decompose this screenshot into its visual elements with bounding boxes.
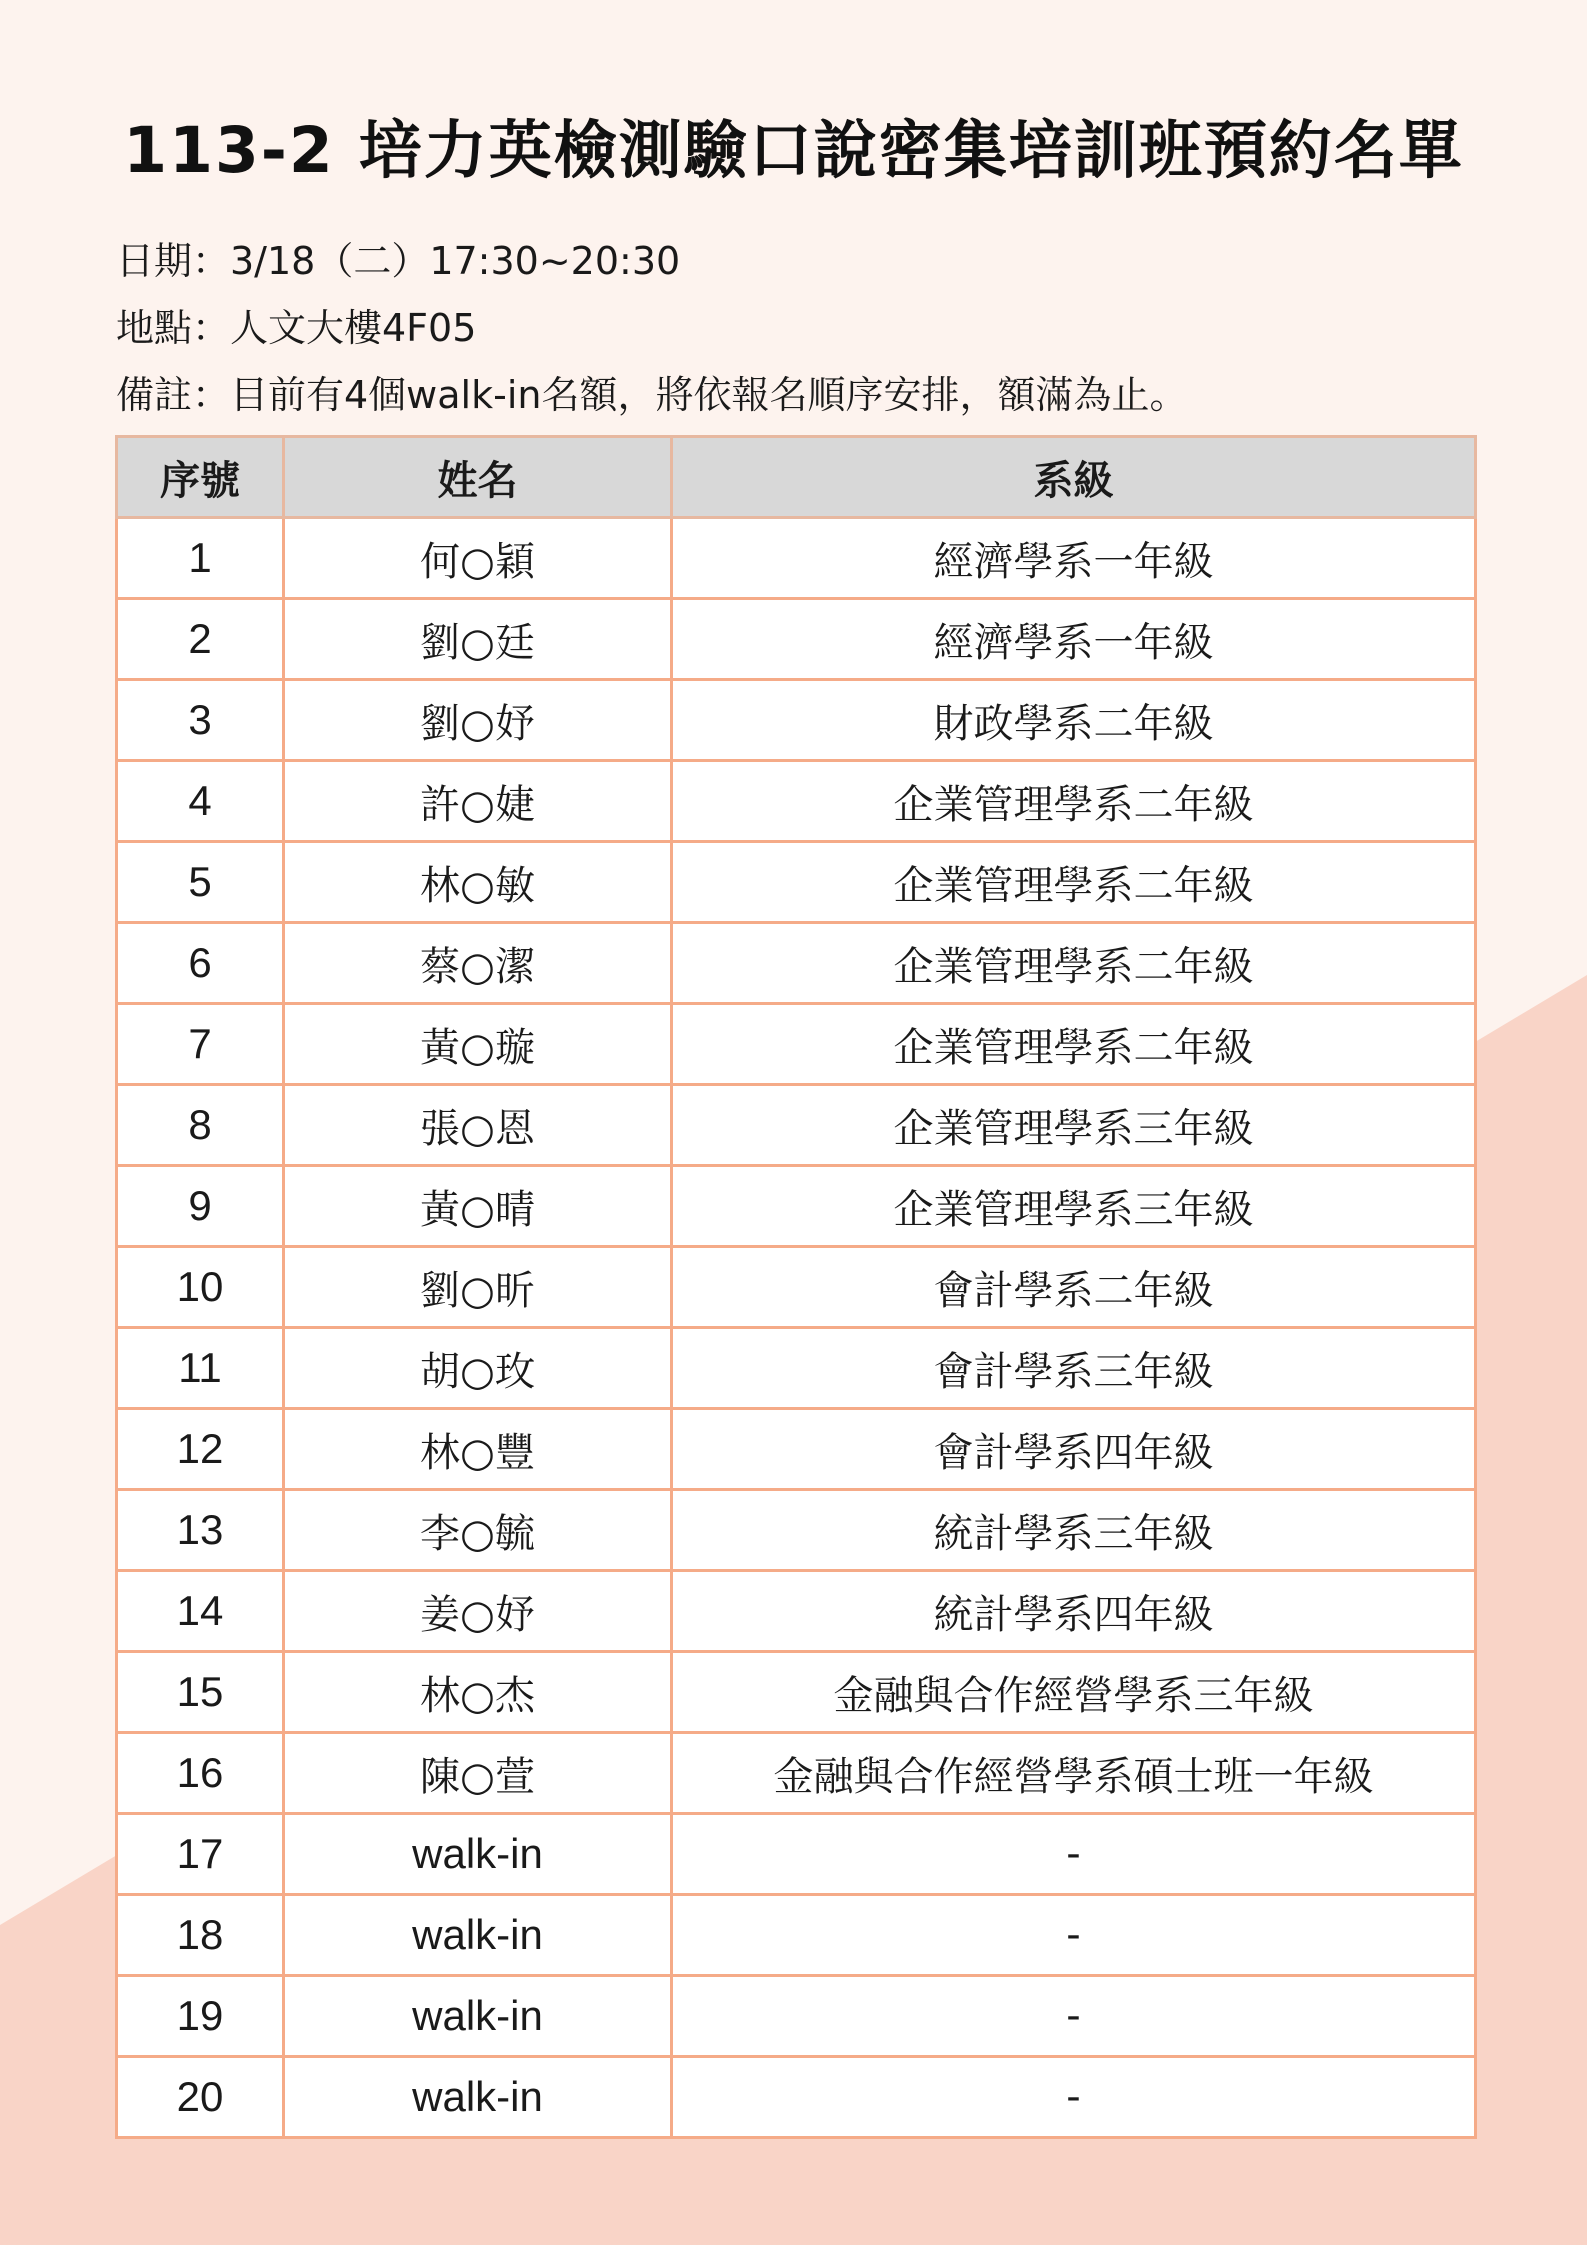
row-name: 黃○璇 bbox=[284, 1004, 672, 1085]
row-department: 經濟學系一年級 bbox=[672, 518, 1476, 599]
row-serial: 1 bbox=[117, 518, 284, 599]
row-department: 金融與合作經營學系碩士班一年級 bbox=[672, 1733, 1476, 1814]
row-name: 許○婕 bbox=[284, 761, 672, 842]
table-row bbox=[117, 1652, 1476, 1733]
row-department: 會計學系二年級 bbox=[672, 1247, 1476, 1328]
row-department: 企業管理學系三年級 bbox=[672, 1166, 1476, 1247]
row-name: walk-in bbox=[284, 1814, 672, 1895]
table-row bbox=[117, 1085, 1476, 1166]
header-serial: 序號 bbox=[117, 437, 284, 518]
row-name: walk-in bbox=[284, 2057, 672, 2138]
row-name: 林○豐 bbox=[284, 1409, 672, 1490]
table-row bbox=[117, 1895, 1476, 1976]
row-name: walk-in bbox=[284, 1895, 672, 1976]
table-row bbox=[117, 1247, 1476, 1328]
row-name: 陳○萱 bbox=[284, 1733, 672, 1814]
row-department: - bbox=[672, 1814, 1476, 1895]
row-name: 劉○昕 bbox=[284, 1247, 672, 1328]
row-serial: 4 bbox=[117, 761, 284, 842]
row-name: 林○敏 bbox=[284, 842, 672, 923]
page-title: 113-2 培力英檢測驗口說密集培訓班預約名單 bbox=[123, 114, 1464, 187]
row-serial: 7 bbox=[117, 1004, 284, 1085]
row-name: 林○杰 bbox=[284, 1652, 672, 1733]
row-serial: 12 bbox=[117, 1409, 284, 1490]
table-row bbox=[117, 1733, 1476, 1814]
row-department: 企業管理學系二年級 bbox=[672, 1004, 1476, 1085]
table-row bbox=[117, 1328, 1476, 1409]
row-serial: 16 bbox=[117, 1733, 284, 1814]
event-note: 備註：目前有4個walk-in名額，將依報名順序安排，額滿為止。 bbox=[116, 373, 1188, 417]
table-row bbox=[117, 680, 1476, 761]
table-row bbox=[117, 1814, 1476, 1895]
row-department: - bbox=[672, 2057, 1476, 2138]
table-row bbox=[117, 1490, 1476, 1571]
row-serial: 10 bbox=[117, 1247, 284, 1328]
row-name: 張○恩 bbox=[284, 1085, 672, 1166]
row-department: - bbox=[672, 1976, 1476, 2057]
row-name: 李○毓 bbox=[284, 1490, 672, 1571]
table-row bbox=[117, 761, 1476, 842]
row-serial: 6 bbox=[117, 923, 284, 1004]
row-serial: 14 bbox=[117, 1571, 284, 1652]
table-row bbox=[117, 842, 1476, 923]
row-name: 姜○妤 bbox=[284, 1571, 672, 1652]
table-body bbox=[117, 518, 1476, 2138]
row-name: 何○穎 bbox=[284, 518, 672, 599]
row-department: - bbox=[672, 1895, 1476, 1976]
row-serial: 15 bbox=[117, 1652, 284, 1733]
row-name: 劉○妤 bbox=[284, 680, 672, 761]
row-department: 企業管理學系三年級 bbox=[672, 1085, 1476, 1166]
row-department: 企業管理學系二年級 bbox=[672, 761, 1476, 842]
row-serial: 5 bbox=[117, 842, 284, 923]
row-department: 經濟學系一年級 bbox=[672, 599, 1476, 680]
table-header-row bbox=[117, 437, 1476, 518]
table-row bbox=[117, 1166, 1476, 1247]
row-department: 統計學系四年級 bbox=[672, 1571, 1476, 1652]
row-department: 企業管理學系二年級 bbox=[672, 842, 1476, 923]
event-location: 地點：人文大樓4F05 bbox=[116, 306, 477, 350]
header-name: 姓名 bbox=[284, 437, 672, 518]
row-department: 統計學系三年級 bbox=[672, 1490, 1476, 1571]
table-row bbox=[117, 1976, 1476, 2057]
row-serial: 13 bbox=[117, 1490, 284, 1571]
row-name: 胡○玫 bbox=[284, 1328, 672, 1409]
row-department: 會計學系四年級 bbox=[672, 1409, 1476, 1490]
table-row bbox=[117, 1571, 1476, 1652]
row-serial: 11 bbox=[117, 1328, 284, 1409]
table-row bbox=[117, 599, 1476, 680]
row-department: 金融與合作經營學系三年級 bbox=[672, 1652, 1476, 1733]
row-name: 劉○廷 bbox=[284, 599, 672, 680]
table-row bbox=[117, 518, 1476, 599]
table-row bbox=[117, 1004, 1476, 1085]
row-department: 財政學系二年級 bbox=[672, 680, 1476, 761]
row-name: walk-in bbox=[284, 1976, 672, 2057]
row-serial: 17 bbox=[117, 1814, 284, 1895]
row-department: 會計學系三年級 bbox=[672, 1328, 1476, 1409]
table-row bbox=[117, 1409, 1476, 1490]
row-serial: 2 bbox=[117, 599, 284, 680]
table-row bbox=[117, 2057, 1476, 2138]
table-row bbox=[117, 923, 1476, 1004]
row-serial: 3 bbox=[117, 680, 284, 761]
header-department: 系級 bbox=[672, 437, 1476, 518]
row-serial: 8 bbox=[117, 1085, 284, 1166]
row-serial: 18 bbox=[117, 1895, 284, 1976]
row-department: 企業管理學系二年級 bbox=[672, 923, 1476, 1004]
reservation-table bbox=[115, 435, 1477, 2139]
row-name: 蔡○潔 bbox=[284, 923, 672, 1004]
row-serial: 20 bbox=[117, 2057, 284, 2138]
row-serial: 9 bbox=[117, 1166, 284, 1247]
row-name: 黃○晴 bbox=[284, 1166, 672, 1247]
event-date: 日期：3/18（二）17:30~20:30 bbox=[116, 239, 681, 283]
row-serial: 19 bbox=[117, 1976, 284, 2057]
